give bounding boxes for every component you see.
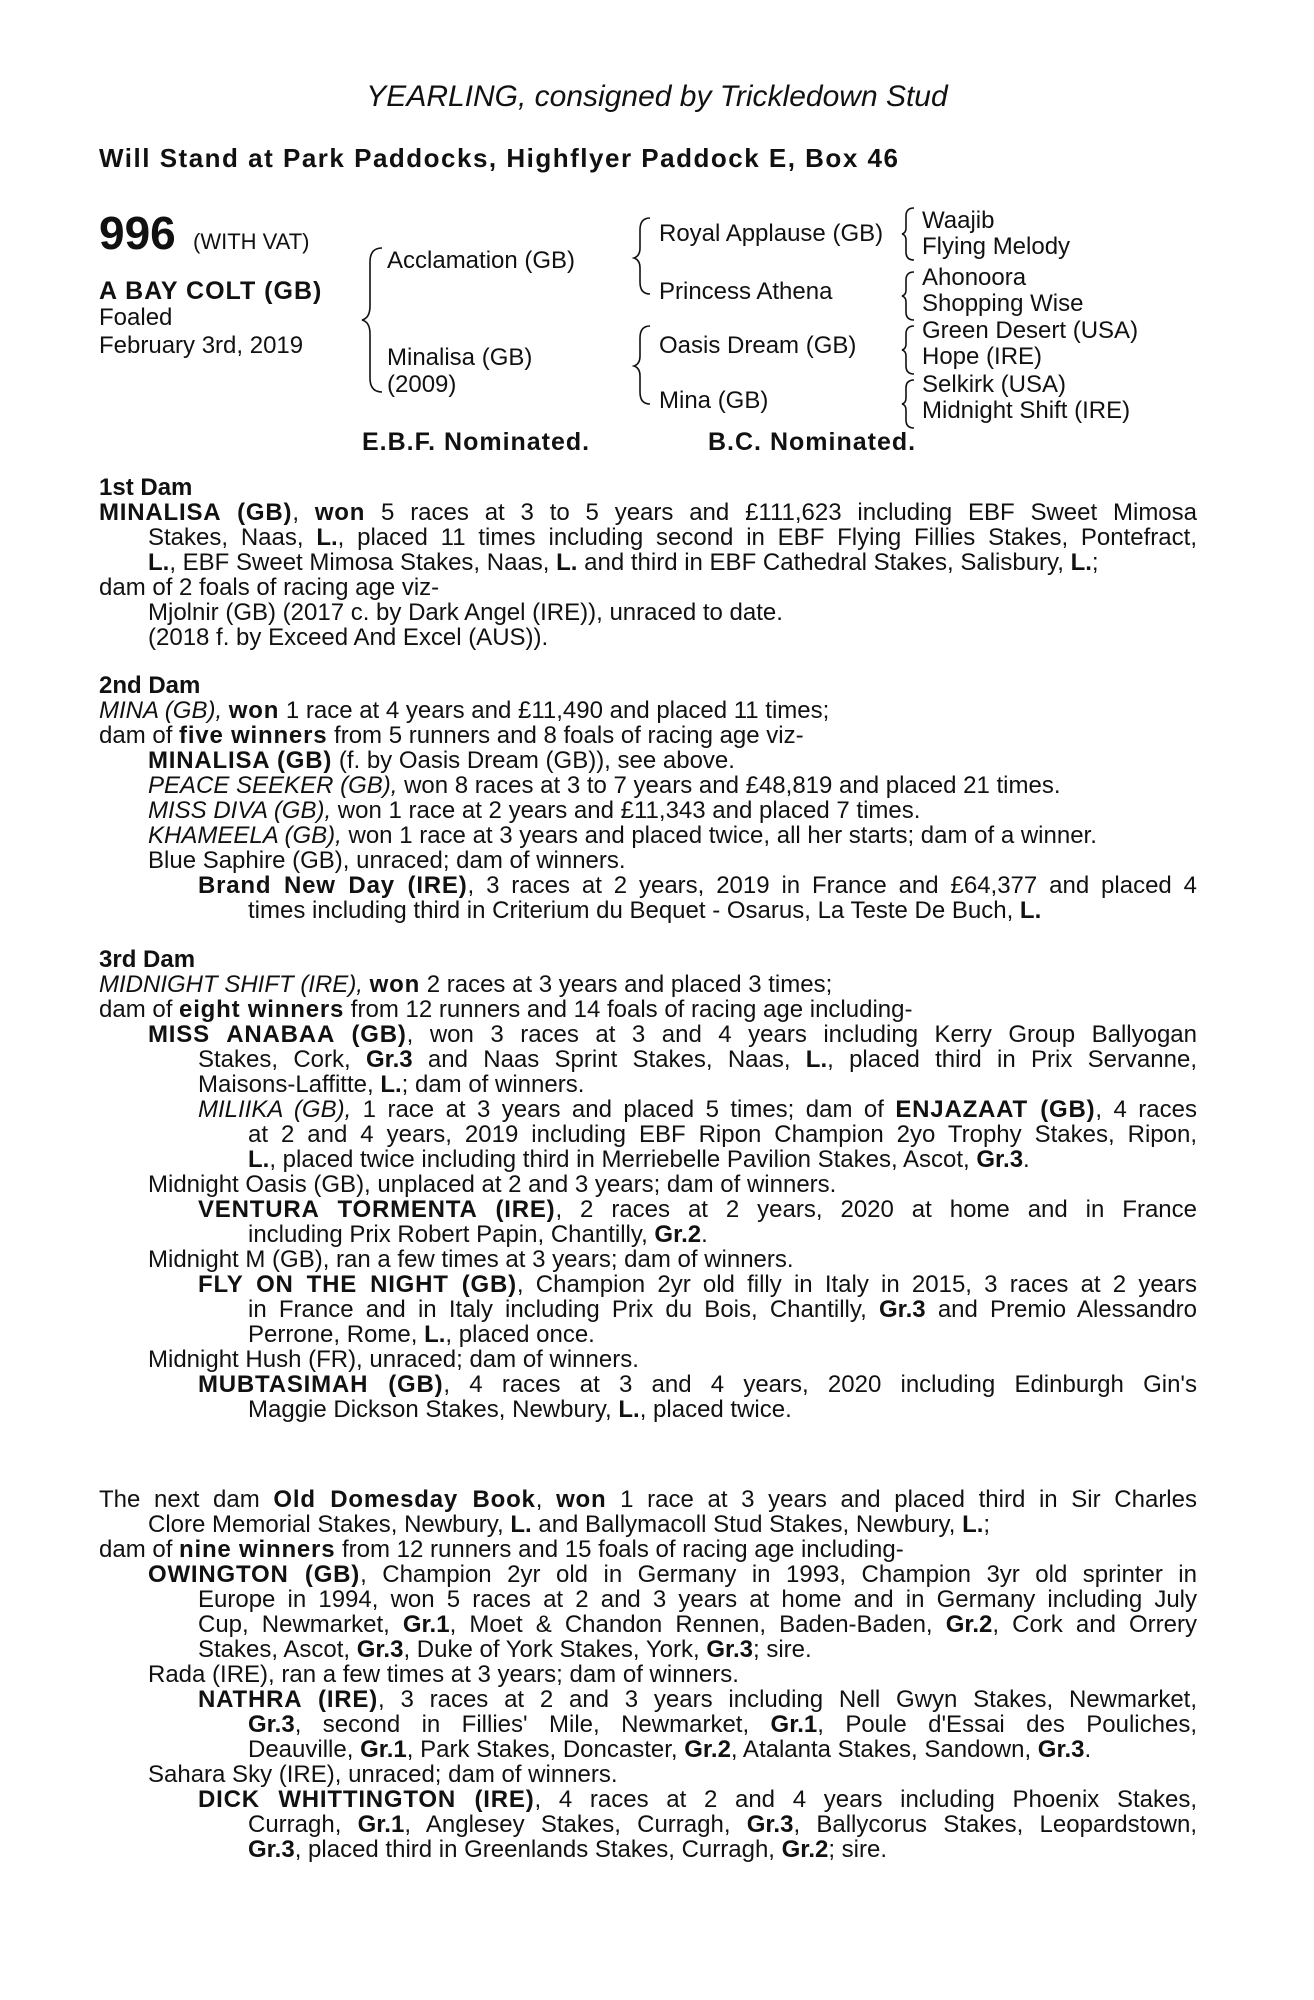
second-dam-line xyxy=(198,873,1197,898)
group-tag: Gr.2 xyxy=(781,1836,829,1863)
text: Cup, Newmarket, xyxy=(198,1611,403,1638)
group-tag: Gr.1 xyxy=(402,1611,450,1638)
text: , Moet & Chandon Rennen, Baden-Baden, xyxy=(449,1611,946,1638)
horse-name: KHAMEELA (GB), xyxy=(148,822,342,849)
text: 5 races at 3 to 5 years and £111,623 including EBF Sweet Mimosa xyxy=(365,499,1198,526)
third-dam-line xyxy=(248,1297,1197,1322)
text: and third in EBF Cathedral Stakes, Salisbury, xyxy=(577,549,1071,576)
text: dam of xyxy=(99,996,180,1023)
next-dam-line xyxy=(248,1737,1314,1762)
first-dam-line xyxy=(148,550,1248,575)
text: won 8 races at 3 to 7 years and £48,819 and placed 21 times. xyxy=(397,772,1061,799)
next-dam-line xyxy=(198,1637,1298,1662)
text: Stakes, Ascot, xyxy=(198,1636,357,1663)
text: , placed twice. xyxy=(639,1396,792,1423)
second-dam-line xyxy=(148,748,1248,773)
text: , 4 races at 2 and 4 years including Phoenix Stakes, xyxy=(534,1786,1197,1813)
third-dam-line xyxy=(248,1147,1314,1172)
text: , placed third in Greenlands Stakes, Curragh, xyxy=(294,1836,782,1863)
text: , Anglesey Stakes, Curragh, xyxy=(404,1811,747,1838)
g-midnight-shift: Midnight Shift (IRE) xyxy=(922,397,1131,424)
vat-label: (WITH VAT) xyxy=(193,229,310,254)
third-dam-line: Midnight M (GB), ran a few times at 3 years; dam of winners. xyxy=(148,1246,794,1273)
text: (f. by Oasis Dream (GB)), see above. xyxy=(332,747,735,774)
group-tag: Gr.3 xyxy=(746,1811,794,1838)
text: ; dam of winners. xyxy=(401,1071,585,1098)
horse-name: Old Domesday Book xyxy=(273,1486,536,1513)
consignment-title: YEARLING, consigned by Trickledown Stud xyxy=(366,80,948,113)
next-dam-line xyxy=(248,1712,1197,1737)
text: ; sire. xyxy=(753,1636,812,1663)
text: in France and in Italy including Prix du Bois, Chantilly, xyxy=(248,1296,879,1323)
group-tag: Gr.2 xyxy=(684,1736,731,1763)
sire: Acclamation (GB) xyxy=(387,247,576,274)
horse-name: DICK WHITTINGTON (IRE) xyxy=(198,1786,535,1813)
g-flying-melody: Flying Melody xyxy=(922,233,1071,260)
text: , Champion 2yr old in Germany in 1993, Champion 3yr old sprinter in xyxy=(360,1561,1197,1588)
second-dam-line xyxy=(148,798,1248,823)
first-dam-line: MINALISA (GB), won 5 races at 3 to 5 years and £111,623 including EBF Sweet Mimosa xyxy=(99,499,1198,526)
text: Maisons-Laffitte, xyxy=(198,1071,381,1098)
horse-name: Brand New Day (IRE) xyxy=(198,872,468,899)
second-dam-line xyxy=(99,698,1199,723)
third-dam-line xyxy=(99,972,1199,997)
dam-year: (2009) xyxy=(387,371,457,398)
group-tag: Gr.3 xyxy=(248,1836,295,1863)
g-selkirk: Selkirk (USA) xyxy=(922,371,1067,398)
listed-tag: L. xyxy=(1070,549,1092,576)
text: , Duke of York Stakes, York, xyxy=(403,1636,707,1663)
won-label: won xyxy=(228,697,280,724)
lot-title: A BAY COLT (GB) xyxy=(99,277,323,305)
third-dam-line xyxy=(99,997,1199,1022)
third-dam-line xyxy=(248,1222,1314,1247)
brace-dam xyxy=(634,326,650,404)
next-dam-line xyxy=(198,1612,1197,1637)
text: Stakes, Cork, xyxy=(198,1046,366,1073)
brace-g2 xyxy=(902,272,914,320)
text: , placed twice including third in Merriebelle Pavilion Stakes, Ascot, xyxy=(269,1146,977,1173)
text: . xyxy=(701,1221,708,1248)
winners-count: five winners xyxy=(179,722,328,749)
next-dam-line xyxy=(248,1837,1314,1862)
next-dam-line: Europe in 1994, won 5 races at 2 and 3 years at home and in Germany including July xyxy=(198,1586,1197,1613)
group-tag: Gr.3 xyxy=(356,1636,404,1663)
text: . xyxy=(1023,1146,1030,1173)
next-dam-line xyxy=(148,1512,1248,1537)
listed-tag: L. xyxy=(1019,897,1042,924)
text: , Poule d'Essai des Pouliches, xyxy=(817,1711,1197,1738)
listed-tag: L. xyxy=(148,549,170,576)
third-dam-line: at 2 and 4 years, 2019 including EBF Ripon Champion 2yo Trophy Stakes, Ripon, xyxy=(248,1121,1197,1148)
first-dam-line xyxy=(148,525,1197,550)
ebf-nominated: E.B.F. Nominated. xyxy=(362,428,591,456)
text: , Park Stakes, Doncaster, xyxy=(406,1736,685,1763)
dam-sire: Oasis Dream (GB) xyxy=(659,332,857,359)
listed-tag: L. xyxy=(510,1511,532,1538)
first-dam-heading: 1st Dam xyxy=(99,474,193,501)
third-dam-line: Midnight Oasis (GB), unplaced at 2 and 3 years; dam of winners. xyxy=(148,1171,837,1198)
next-dam-line xyxy=(198,1787,1197,1812)
text: 1 race at 3 years and placed 5 times; dam of xyxy=(351,1096,896,1123)
text: , 2 races at 2 years, 2020 at home and in France xyxy=(555,1196,1197,1223)
dam: Minalisa (GB) xyxy=(387,344,533,371)
dam-dam: Mina (GB) xyxy=(659,387,769,414)
horse-name: ENJAZAAT (GB) xyxy=(895,1096,1096,1123)
text: 1 race at 3 years and placed third in Sir Charles xyxy=(606,1486,1197,1513)
group-tag: Gr.1 xyxy=(360,1736,407,1763)
group-tag: Gr.3 xyxy=(706,1636,754,1663)
won-label: won xyxy=(314,499,366,526)
listed-tag: L. xyxy=(805,1046,828,1073)
sire-sire: Royal Applause (GB) xyxy=(659,220,884,247)
listed-tag: L. xyxy=(424,1321,446,1348)
brace-g3 xyxy=(902,326,914,374)
horse-name: MISS ANABAA (GB) xyxy=(148,1021,407,1048)
horse-name: PEACE SEEKER (GB), xyxy=(148,772,398,799)
horse-name: MUBTASIMAH (GB) xyxy=(198,1371,444,1398)
horse-name: MILIIKA (GB), xyxy=(198,1096,352,1123)
text: dam of xyxy=(99,1536,180,1563)
text: , Atalanta Stakes, Sandown, xyxy=(730,1736,1038,1763)
text: and Ballymacoll Stud Stakes, Newbury, xyxy=(531,1511,963,1538)
second-dam-line xyxy=(248,898,1314,923)
g-hope: Hope (IRE) xyxy=(922,343,1043,370)
horse-name: FLY ON THE NIGHT (GB) xyxy=(198,1271,517,1298)
third-dam-line xyxy=(148,1022,1197,1047)
text: , xyxy=(535,1486,557,1513)
pedigree-braces xyxy=(0,0,1314,460)
text: , 3 races at 2 years, 2019 in France and £64,377 and placed 4 xyxy=(467,872,1197,899)
listed-tag: L. xyxy=(618,1396,640,1423)
next-dam-line xyxy=(148,1562,1197,1587)
stand-location: Will Stand at Park Paddocks, Highflyer Paddock E, Box 46 xyxy=(99,143,900,173)
horse-name: MINALISA (GB) xyxy=(148,747,333,774)
text: The next dam xyxy=(99,1486,274,1513)
next-dam-line xyxy=(99,1487,1197,1512)
text: , 4 races xyxy=(1095,1096,1197,1123)
second-dam-heading: 2nd Dam xyxy=(99,672,201,699)
text: from 12 runners and 15 foals of racing age including- xyxy=(335,1536,904,1563)
text: won 1 race at 3 years and placed twice, all her starts; dam of a winner. xyxy=(341,822,1097,849)
text: dam of xyxy=(99,722,180,749)
group-tag: Gr.3 xyxy=(248,1711,295,1738)
text: ; sire. xyxy=(828,1836,888,1863)
next-dam-line: Rada (IRE), ran a few times at 3 years; dam of winners. xyxy=(148,1661,739,1688)
winners-count: nine winners xyxy=(179,1536,336,1563)
g-green-desert: Green Desert (USA) xyxy=(922,317,1139,344)
second-dam-line xyxy=(99,723,1199,748)
text: , Champion 2yr old filly in Italy in 2015, 3 races at 2 years xyxy=(516,1271,1198,1298)
horse-name: NATHRA (IRE) xyxy=(198,1686,379,1713)
g-waajib: Waajib xyxy=(922,207,995,234)
bc-nominated: B.C. Nominated. xyxy=(708,428,917,456)
text: Maggie Dickson Stakes, Newbury, xyxy=(248,1396,619,1423)
horse-name: OWINGTON (GB) xyxy=(148,1561,361,1588)
horse-name: MINA (GB), xyxy=(99,697,223,724)
group-tag: Gr.3 xyxy=(878,1296,926,1323)
second-dam-line: Blue Saphire (GB), unraced; dam of winners. xyxy=(148,847,626,874)
group-tag: Gr.3 xyxy=(1037,1736,1085,1763)
third-dam-line xyxy=(198,1047,1197,1072)
next-dam-line xyxy=(198,1687,1197,1712)
text: , Cork and Orrery xyxy=(992,1611,1197,1638)
next-dam-line xyxy=(248,1812,1197,1837)
text: , 3 races at 2 and 3 years including Nell Gwyn Stakes, Newmarket, xyxy=(378,1686,1197,1713)
second-dam-line xyxy=(148,823,1248,848)
text: , placed once. xyxy=(445,1321,595,1348)
group-tag: Gr.3 xyxy=(365,1046,413,1073)
third-dam-line xyxy=(198,1097,1197,1122)
text: including Prix Robert Papin, Chantilly, xyxy=(248,1221,655,1248)
foaled-date: February 3rd, 2019 xyxy=(99,332,304,359)
first-dam-line: Mjolnir (GB) (2017 c. by Dark Angel (IRE)), unraced to date. xyxy=(148,599,783,626)
text: times including third in Criterium du Bequet - Osarus, La Teste De Buch, xyxy=(248,897,1020,924)
listed-tag: L. xyxy=(380,1071,402,1098)
text: Curragh, xyxy=(248,1811,358,1838)
text: 2 races at 3 years and placed 3 times; xyxy=(420,971,833,998)
third-dam-line xyxy=(198,1197,1197,1222)
text: and Naas Sprint Stakes, Naas, xyxy=(412,1046,806,1073)
text: ; xyxy=(983,1511,991,1538)
brace-main xyxy=(362,248,382,392)
second-dam-line xyxy=(148,773,1248,798)
text: Perrone, Rome, xyxy=(248,1321,425,1348)
g-shopping-wise: Shopping Wise xyxy=(922,290,1084,317)
brace-g4 xyxy=(902,380,914,428)
text: , placed third in Prix Servanne, xyxy=(827,1046,1197,1073)
next-dam-line xyxy=(99,1537,1199,1562)
lot-number: 996 xyxy=(99,207,176,259)
group-tag: Gr.1 xyxy=(357,1811,405,1838)
third-dam-line: Midnight Hush (FR), unraced; dam of winners. xyxy=(148,1346,639,1373)
won-label: won xyxy=(369,971,421,998)
listed-tag: L. xyxy=(962,1511,984,1538)
third-dam-line xyxy=(198,1272,1197,1297)
text: Deauville, xyxy=(248,1736,361,1763)
sire-dam: Princess Athena xyxy=(659,278,833,305)
text: , EBF Sweet Mimosa Stakes, Naas, xyxy=(169,549,557,576)
third-dam-line xyxy=(198,1072,1298,1097)
third-dam-line xyxy=(248,1322,1314,1347)
text: from 12 runners and 14 foals of racing age including- xyxy=(344,996,913,1023)
next-dam-line: Sahara Sky (IRE), unraced; dam of winners. xyxy=(148,1761,618,1788)
third-dam-line xyxy=(198,1372,1197,1397)
listed-tag: L. xyxy=(248,1146,270,1173)
group-tag: Gr.3 xyxy=(976,1146,1024,1173)
text: , second in Fillies' Mile, Newmarket, xyxy=(294,1711,771,1738)
horse-name: VENTURA TORMENTA (IRE) xyxy=(198,1196,556,1223)
text: from 5 runners and 8 foals of racing age viz- xyxy=(327,722,804,749)
winners-count: eight winners xyxy=(179,996,345,1023)
listed-tag: L. xyxy=(556,549,578,576)
text: Stakes, Naas, xyxy=(148,524,317,551)
third-dam-line xyxy=(248,1397,1314,1422)
text: , placed 11 times including second in EBF Flying Fillies Stakes, Pontefract, xyxy=(337,524,1197,551)
group-tag: Gr.2 xyxy=(654,1221,702,1248)
horse-name: MIDNIGHT SHIFT (IRE), xyxy=(99,971,363,998)
text: and Premio Alessandro xyxy=(925,1296,1198,1323)
text: , won 3 races at 3 and 4 years including Kerry Group Ballyogan xyxy=(406,1021,1197,1048)
horse-name: MISS DIVA (GB), xyxy=(148,797,332,824)
first-dam-line: (2018 f. by Exceed And Excel (AUS)). xyxy=(148,624,549,651)
text: Clore Memorial Stakes, Newbury, xyxy=(148,1511,511,1538)
text: ; xyxy=(1091,549,1099,576)
group-tag: Gr.2 xyxy=(945,1611,993,1638)
brace-sire xyxy=(634,218,650,294)
horse-name: MINALISA (GB) xyxy=(99,499,293,526)
text: 1 race at 4 years and £11,490 and placed 11 times; xyxy=(279,697,830,724)
brace-g1 xyxy=(902,208,914,260)
first-dam-line: dam of 2 foals of racing age viz- xyxy=(99,574,440,601)
listed-tag: L. xyxy=(316,524,338,551)
text: , Ballycorus Stakes, Leopardstown, xyxy=(793,1811,1197,1838)
text: , 4 races at 3 and 4 years, 2020 including Edinburgh Gin's xyxy=(443,1371,1197,1398)
g-ahonoora: Ahonoora xyxy=(922,264,1027,291)
third-dam-heading: 3rd Dam xyxy=(99,946,196,973)
group-tag: Gr.1 xyxy=(770,1711,818,1738)
won-label: won xyxy=(556,1486,607,1513)
text: . xyxy=(1084,1736,1092,1763)
text: won 1 race at 2 years and £11,343 and placed 7 times. xyxy=(331,797,921,824)
foaled-label: Foaled xyxy=(99,304,173,331)
